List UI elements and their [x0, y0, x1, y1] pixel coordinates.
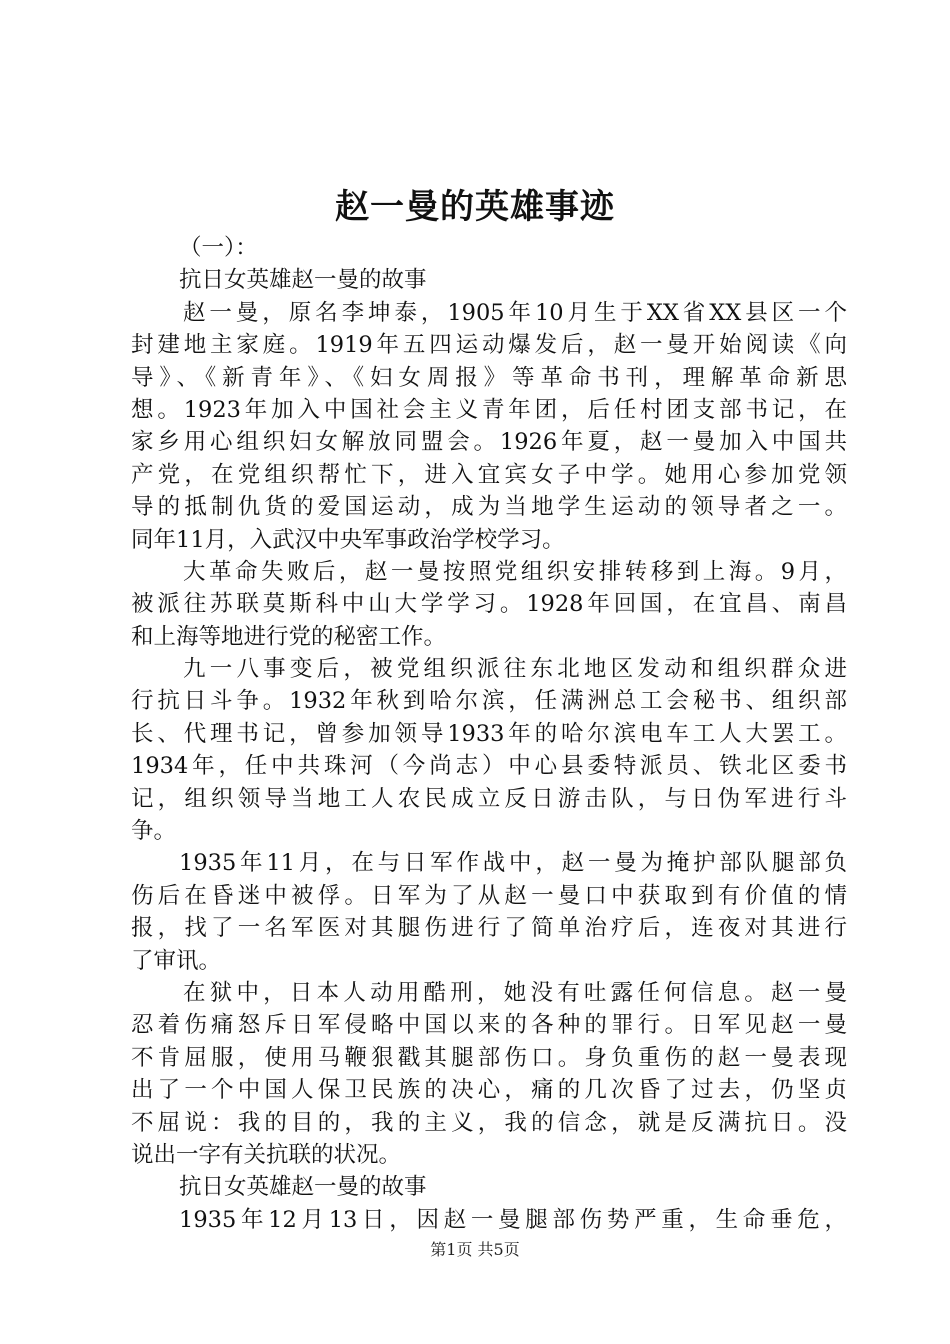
paragraph-line: 想。1923年加入中国社会主义青年团，后任村团支部书记，在 — [131, 396, 847, 423]
story-title: 抗日女英雄赵一曼的故事 — [179, 1174, 427, 1201]
paragraph-line: 伤后在昏迷中被俘。日军为了从赵一曼口中获取到有价值的情 — [131, 882, 847, 909]
paragraph-line: 和上海等地进行党的秘密工作。 — [131, 623, 447, 650]
paragraph-line: 报，找了一名军医对其腿伤进行了简单治疗后，连夜对其进行 — [131, 915, 847, 942]
paragraph-line: 1934年，任中共珠河（今尚志）中心县委特派员、铁北区委书 — [131, 753, 847, 780]
paragraph-line: 九一八事变后，被党组织派往东北地区发动和组织群众进 — [183, 656, 847, 683]
paragraph-line: 导的抵制仇货的爱国运动，成为当地学生运动的领导者之一。 — [131, 494, 847, 521]
document-title: 赵一曼的英雄事迹 — [335, 187, 615, 227]
paragraph-line: 产党，在党组织帮忙下，进入宜宾女子中学。她用心参加党领 — [131, 461, 847, 488]
paragraph-line: 出了一个中国人保卫民族的决心，痛的几次昏了过去，仍坚贞 — [131, 1077, 847, 1104]
paragraph-line: 记，组织领导当地工人农民成立反日游击队，与日伪军进行斗 — [131, 785, 847, 812]
paragraph-line: 导》、《新青年》、《妇女周报》等革命书刊，理解革命新思 — [131, 364, 847, 391]
paragraph-line: 不肯屈服，使用马鞭狠戳其腿部伤口。身负重伤的赵一曼表现 — [131, 1044, 847, 1071]
paragraph-line: 在狱中，日本人动用酷刑，她没有吐露任何信息。赵一曼 — [183, 979, 847, 1006]
paragraph-line: 不屈说：我的目的，我的主义，我的信念，就是反满抗日。没 — [131, 1109, 847, 1136]
paragraph-line: 同年11月，入武汉中央军事政治学校学习。 — [131, 526, 565, 553]
page-number-footer: 第1页 共5页 — [430, 1240, 520, 1259]
story-title: 抗日女英雄赵一曼的故事 — [179, 267, 427, 294]
paragraph-line: 1935年11月，在与日军作战中，赵一曼为掩护部队腿部负 — [179, 850, 847, 877]
section-heading: （一）： — [179, 235, 258, 261]
paragraph-line: 忍着伤痛怒斥日军侵略中国以来的各种的罪行。日军见赵一曼 — [131, 1012, 847, 1039]
paragraph-line: 大革命失败后，赵一曼按照党组织安排转移到上海。9月， — [183, 558, 847, 585]
paragraph-line: 被派往苏联莫斯科中山大学学习。1928年回国，在宜昌、南昌 — [131, 591, 847, 618]
paragraph-line: 长、代理书记，曾参加领导1933年的哈尔滨电车工人大罢工。 — [131, 720, 847, 747]
paragraph-line: 封建地主家庭。1919年五四运动爆发后，赵一曼开始阅读《向 — [131, 332, 847, 359]
paragraph-line: 了审讯。 — [131, 947, 222, 974]
paragraph-line: 赵一曼，原名李坤泰，1905年10月生于XX省XX县区一个 — [183, 299, 847, 326]
document-body — [131, 232, 847, 1236]
paragraph-line: 1935年12月13日，因赵一曼腿部伤势严重，生命垂危， — [179, 1206, 847, 1233]
paragraph-line: 家乡用心组织妇女解放同盟会。1926年夏，赵一曼加入中国共 — [131, 429, 847, 456]
paragraph-line: 争。 — [131, 818, 177, 845]
paragraph-line: 行抗日斗争。1932年秋到哈尔滨，任满洲总工会秘书、组织部 — [131, 688, 847, 715]
paragraph-line: 说出一字有关抗联的状况。 — [131, 1141, 402, 1168]
